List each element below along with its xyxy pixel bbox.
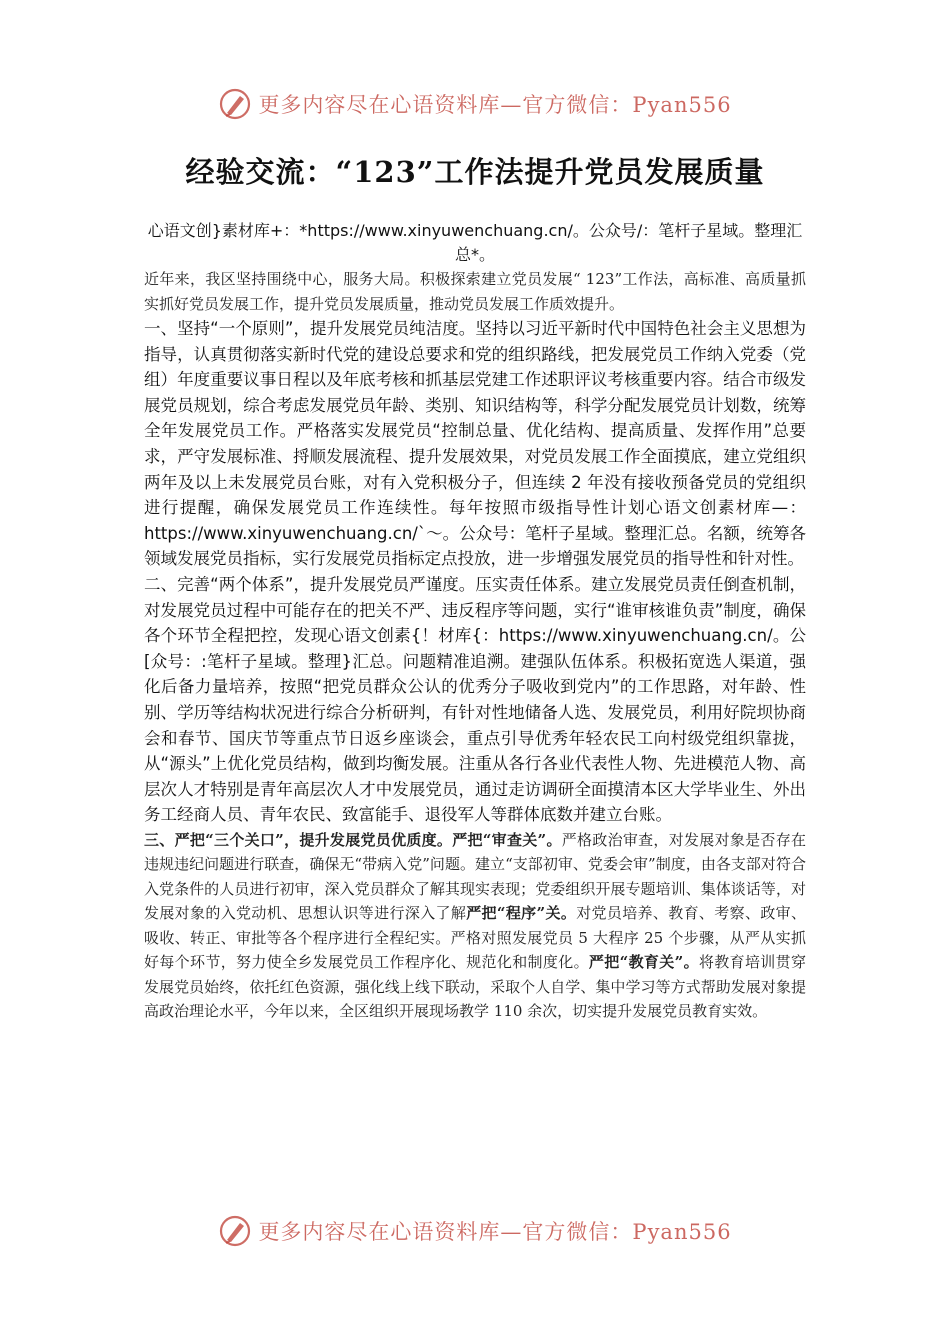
procedure-check-label: 严把“程序”关。 [466, 904, 577, 923]
intro-paragraph: 近年来，我区坚持围绕中心，服务大局。积极探索建立党员发展“ 123”工作法，高标准、高质量抓实抓好党员发展工作，提升党员发展质量，推动党员发展工作质效提升。 [144, 270, 806, 313]
section-3-paragraph [144, 828, 806, 1024]
header-banner [0, 84, 950, 124]
pen-logo-icon [218, 1214, 252, 1248]
section-1-paragraph: 一、坚持“一个原则”，提升发展党员纯洁度。坚持以习近平新时代中国特色社会主义思想为指导，认真贯彻落实新时代党的建设总要求和党的组织路线，把发展党员工作纳入党委（党组）年度重要议事日程以及年底考核和抓基层党建工作述职评议考核重要内容。结合市级发展党员规划，综合考虑发展党员年龄、类别、知识结构等，科学分配发展党员计划数，统筹全年发展党员工作。严格落实发展党员“控制总量、优化结构、提高质量、发挥作用”总要求，严守发展标准、捋顺发展流程、提升发展效果，对党员发展工作全面摸底，建立党组织两年及以上未发展党员台账，对有入党积极分子，但连续 2 年没有接收预备党员的党组织进行提醒，确保发展党员工作连续性。每年按照市级指导性计划心语文创素材库—：https://www.xinyuwenchuang.cn/`～。公众号：笔杆子星域。整理汇总。名额，统筹各领域发展党员指标，实行发展党员指标定点投放，进一步增强发展党员的指导性和针对性。 [144, 319, 806, 569]
section-2-paragraph: 二、完善“两个体系”，提升发展党员严谨度。压实责任体系。建立发展党员责任倒查机制，对发展党员过程中可能存在的把关不严、违反程序等问题，实行“谁审核谁负责”制度，确保各个环节全程把控，发现心语文创素{！材库{：https://www.xinyuwenchuang.cn/。公[众号：:笔杆子星域。整理}汇总。问题精准追溯。建强队伍体系。积极拓宽选人渠道，强化后备力量培养，按照“把党员群众公认的优秀分子吸收到党内”的工作思路，对年龄、性别、学历等结构状况进行综合分析研判，有针对性地储备人选、发展党员，利用好院坝协商会和春节、国庆节等重点节日返乡座谈会，重点引导优秀年轻农民工向村级党组织靠拢，从“源头”上优化党员结构，做到均衡发展。注重从各行各业代表性人物、先进模范人物、高层次人才特别是青年高层次人才中发展党员，通过走访调研全面摸清本区大学毕业生、外出务工经商人员、青年农民、致富能手、退役军人等群体底数并建立台账。 [144, 574, 806, 825]
pen-logo-icon [218, 87, 252, 121]
section-3-heading: 三、严把“三个关口”，提升发展党员优质度。 [144, 830, 453, 849]
review-check-label: 严把“审查关”。 [452, 830, 562, 849]
banner-text: 更多内容尽在心语资料库—官方微信：Pyan556 [258, 1220, 732, 1244]
page-title: 经验交流：“123”工作法提升党员发展质量 [185, 155, 765, 189]
footer-banner [0, 1211, 950, 1251]
document-body [144, 219, 806, 1024]
education-check-label: 严把“教育关”。 [588, 953, 699, 972]
source-line: 心语文创}素材库+：*https://www.xinyuwenchuang.cn/。公众号/：笔杆子星域。整理汇总*。 [147, 221, 803, 264]
review-check-text: 严格政治审查，对发展对象是否存在违规违纪问题进行联查，确保无“带病入党”问题。建立“支部初审、党委会审”制度，由各支部对符合入党条件的人员进行初审，深入党员群众了解其现实表现；党委组织开展专题培训、集体谈话等，对发展对象的入党动机、思想认识等进行深入了解 [144, 830, 806, 923]
procedure-check-text: 对党员培养、教育、考察、政审、吸收、转正、审批等各个程序进行全程纪实。严格对照发展党员 5 大程序 25 个步骤，从严从实抓好每个环节，努力使全乡发展党员工作程序化、规范化和制度化。 [144, 904, 806, 972]
education-check-text: 将教育培训贯穿发展党员始终，依托红色资源，强化线上线下联动，采取个人自学、集中学习等方式帮助发展对象提高政治理论水平，今年以来，全区组织开展现场教学 110 余次，切实提升发展党员教育实效。 [144, 953, 806, 1021]
banner-text: 更多内容尽在心语资料库—官方微信：Pyan556 [258, 93, 732, 117]
